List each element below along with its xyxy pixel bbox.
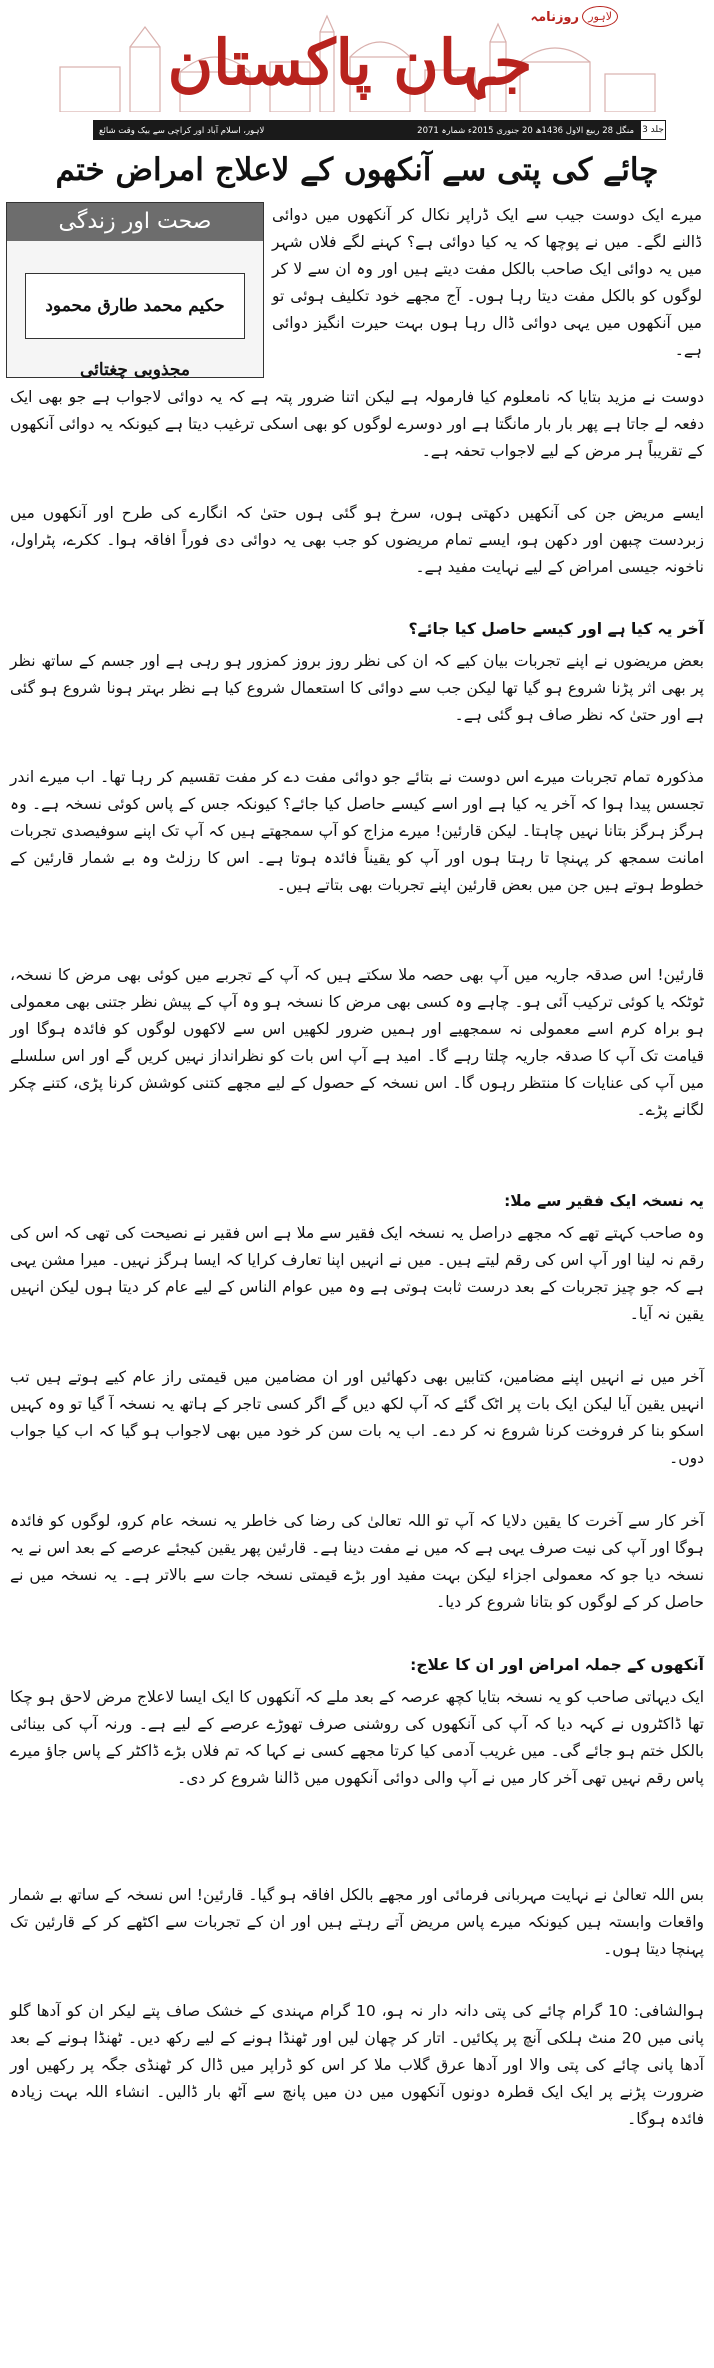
masthead: [0, 0, 714, 140]
column-box: [6, 202, 264, 378]
article-paragraph: ایک دیہاتی صاحب کو یہ نسخہ بتایا کچھ عرصہ کے بعد ملے کہ آنکھوں کا ایک ایسا لاعلاج مرض لاحق ہو چکا تھا ڈاکٹروں نے کہہ دیا کہ آپ کی آنکھوں کی روشنی صرف تھوڑے عرصے کے لیے ہے۔ ورنہ آپ کی بینائی بالکل ختم ہو جائے گی۔ میں غریب آدمی کیا کرتا مجھے کسی نے کہا کہ تم فلاں بڑے ڈاکٹر کے پاس جاؤ میرے پاس رقم نہیں تھی آخر کار میں نے آپ والی دوائی آنکھوں میں ڈالنا شروع کر دی۔: [10, 1688, 704, 1787]
article-paragraph: بعض مریضوں نے اپنے تجربات بیان کیے کہ ان کی نظر روز بروز کمزور ہو رہی ہے اور جسم کے ساتھ نظر پر بھی اثر پڑنا شروع ہو گیا تھا لیکن جب سے دوائی کا استعمال شروع کیا ہے نظر بہتر ہونا شروع ہو گئی ہے اور حتیٰ کہ نظر صاف ہو گئی ہے۔: [10, 652, 704, 724]
article-paragraph: آخر میں نے انہیں اپنے مضامین، کتابیں بھی دکھائیں اور ان مضامین میں قیمتی راز عام کیے ہوتے ہیں تب انہیں یقین آیا لیکن ایک بات پر اٹک گئے کہ آپ لکھ دیں گے اگر کسی تاجر کے ہاتھ یہ نسخہ آ گیا تو وہ کہیں اسکو بنا کر فروخت کرنا شروع نہ کر دے۔ اب یہ بات سن کر خود میں بھی لاجواب ہو گیا کہ اب کیا جواب دوں۔: [10, 1368, 704, 1467]
article-paragraph: میرے ایک دوست جیب سے ایک ڈراپر نکال کر آنکھوں میں دوائی ڈالنے لگے۔ میں نے پوچھا کہ یہ کیا دوائی ہے؟ کہنے لگے فلاں شہر میں یہ دوائی ایک صاحب بالکل مفت دیتے ہیں اور وہ ان سے لا کر لوگوں کو بالکل مفت دیتا رہا ہوں۔ آج مجھے خود تکلیف ہوئی تو میں آنکھوں میں یہی دوائی ڈال رہا ہوں بہت حیرت انگیز دوائی ہے۔: [272, 206, 702, 359]
article-paragraph: بس اللہ تعالیٰ نے نہایت مہربانی فرمائی اور مجھے بالکل افاقہ ہو گیا۔ قارئین! اس نسخہ کے ساتھ بے شمار واقعات وابستہ ہیں کیونکہ میرے پاس مریض آتے رہتے ہیں اور ان کے تجربات سے اکٹھے کر کے قارئین تک پہنچا دیتا ہوں۔: [10, 1886, 704, 1958]
article-paragraph: قارئین! اس صدقہ جاریہ میں آپ بھی حصہ ملا سکتے ہیں کہ آپ کے تجربے میں کوئی بھی مرض کا نسخہ، ٹوٹکہ یا کوئی ترکیب آئی ہو۔ چاہے وہ کسی بھی مرض کا نسخہ ہو وہ آپ کے پیش نظر جتنی بھی معمولی ہو براہ کرم اسے معمولی نہ سمجھیے اور ہمیں ضرور لکھیں اس سے لاکھوں لوگوں کو فائدہ ہوگا اور قیامت تک آپ کا صدقہ جاریہ چلتا رہے گا۔ امید ہے آپ اس بات کو نظرانداز نہیں کریں گے اور اس سلسلے میں آپ کی عنایات کا منتظر رہوں گا۔ اس نسخہ کے حصول کے لیے مجھے کتنی کوشش کرنا پڑی، کتنے چکر لگانے پڑے۔: [10, 966, 704, 1119]
masthead-title: جہان پاکستان: [167, 26, 533, 99]
masthead-city-label: لاہور: [582, 6, 618, 27]
masthead-editions: لاہور، اسلام آباد اور کراچی سے بیک وقت شائع: [99, 125, 265, 136]
volume-label: جلد 3: [640, 120, 666, 140]
article-paragraph: وہ صاحب کہتے تھے کہ مجھے دراصل یہ نسخہ ایک فقیر سے ملا ہے اس فقیر نے نصیحت کی تھی کہ اس کی رقم نہ لینا اور آپ اس کی رقم لیتے ہیں۔ میں نے انہیں اپنا تعارف کرایا کہ ایسا ہرگز نہیں۔ میرا مشن یہی ہے کہ جو چیز تجربات کے بعد درست ثابت ہوتی ہے وہ میں عوام الناس کے لیے عام کر دیتا ہوں لیکن انہیں یقین نہ آیا۔: [10, 1224, 704, 1323]
article-paragraph: ہوالشافی: 10 گرام چائے کی پتی دانہ دار نہ ہو، 10 گرام مہندی کے خشک صاف پتے لیکر ان کو آدھا گلو پانی میں 20 منٹ ہلکی آنچ پر پکائیں۔ اتار کر چھان لیں اور ٹھنڈا ہونے کے لیے رکھ دیں۔ ٹھنڈا ہونے کے بعد آدھا پانی چائے کی پتی والا اور آدھا عرق گلاب ملا کر اس کو ڈراپر میں ڈال کر ٹھنڈی جگہ پر رکھیں اور ضرورت پڑنے پر ایک ایک قطرہ دونوں آنکھوں میں دن میں پانچ سے آٹھ بار ڈالیں۔ انشاء اللہ بہت زیادہ فائدہ ہوگا۔: [10, 2002, 704, 2128]
article-subheading: یہ نسخہ ایک فقیر سے ملا:: [504, 1192, 704, 1210]
article-paragraph: مذکورہ تمام تجربات میرے اس دوست نے بتائے جو دوائی مفت دے کر مفت تقسیم کر رہا تھا۔ اب میرے اندر تجسس پیدا ہوا کہ آخر یہ کیا ہے اور اسے کیسے حاصل کیا جائے؟ کیونکہ جس کے پاس کوئی نسخہ ہے۔ وہ ہرگز ہرگز بتانا نہیں چاہتا۔ لیکن قارئین! میرے مزاج کو آپ سمجھتے ہیں کہ آپ تک اپنے سوفیصدی تجربات امانت سمجھ کر پہنچا تا رہتا ہوں اور آپ کو یقیناً فائدہ ہوتا ہے۔ اس کا رزلٹ وہ بے شمار قارئین کے خطوط ہوتے ہیں جن میں بعض قارئین اپنے تجربات بھی بتاتے ہیں۔: [10, 768, 704, 894]
masthead-date: منگل 28 ربیع الاول 1436ھ 20 جنوری 2015ء شمارہ 2071: [417, 125, 634, 136]
article-paragraph: دوست نے مزید بتایا کہ نامعلوم کیا فارمولہ ہے لیکن اتنا ضرور پتہ ہے کہ یہ دوائی لاجواب ہے جو بھی ایک دفعہ لے جاتا ہے پھر بار بار مانگتا ہے اور دوسرے لوگوں کو بھی اسکی ترغیب دیتا ہے کیونکہ یہ دوائی آنکھوں کے تقریباً ہر مرض کے لیے لاجواب تحفہ ہے۔: [10, 388, 704, 460]
article-paragraph: ایسے مریض جن کی آنکھیں دکھتی ہوں، سرخ ہو گئی ہوں حتیٰ کہ انگارے کی طرح اور آنکھوں میں زبردست چبھن اور دکھن ہو، ایسے تمام مریضوں کو جب بھی یہ دوائی دی فوراً افاقہ ہوا۔ ککرے، پٹراول، ناخونہ جیسی امراض کے لیے نہایت مفید ہے۔: [10, 504, 704, 576]
column-tag: صحت اور زندگی: [7, 203, 263, 241]
article-subheading: آخر یہ کیا ہے اور کیسے حاصل کیا جائے؟: [408, 620, 704, 638]
masthead-info-bar: [93, 120, 640, 140]
column-author: حکیم محمد طارق محمود مجذوبی چغتائی: [25, 273, 245, 339]
article-paragraph: آخر کار سے آخرت کا یقین دلایا کہ آپ تو اللہ تعالیٰ کی رضا کی خاطر یہ نسخہ عام کرو، لوگوں کو فائدہ ہوگا اور آپ کی نیت صرف یہی ہے کہ میں نے مفت دینا ہے۔ قارئین پھر یقین کیجئے عرصے کے بعد اس نے یہ نسخہ دیا جو کہ معمولی اجزاء لیکن بہت مفید اور بڑے قیمتی نسخہ جات سے بالاتر ہے۔ یہ نسخہ میں نے حاصل کر کے لوگوں کو بتانا شروع کر دیا۔: [10, 1512, 704, 1611]
article-headline: چائے کی پتی سے آنکھوں کے لاعلاج امراض ختم: [55, 152, 659, 188]
masthead-daily-label: روزنامہ: [530, 10, 579, 25]
article-subheading: آنکھوں کے جملہ امراض اور ان کا علاج:: [410, 1656, 704, 1674]
